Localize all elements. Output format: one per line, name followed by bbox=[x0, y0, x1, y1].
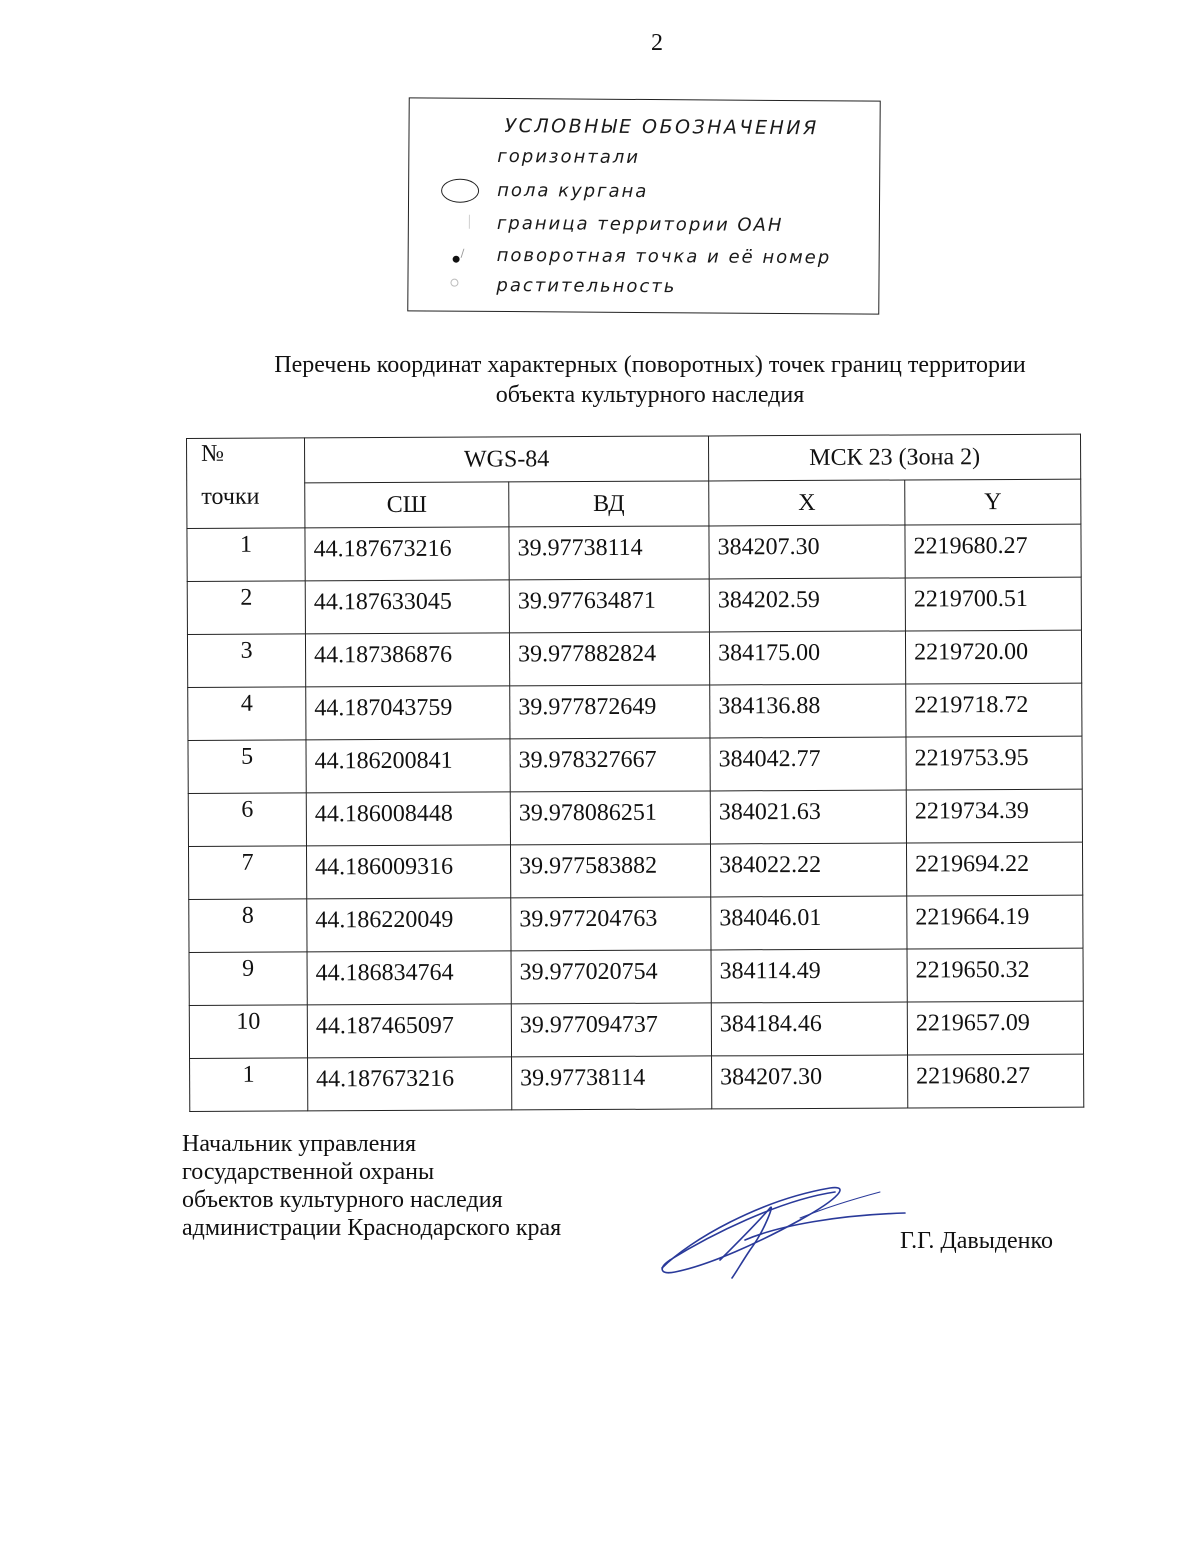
table-row bbox=[189, 948, 1083, 1005]
table-header-row-1 bbox=[187, 434, 1081, 483]
x-cell: 384136.88 bbox=[710, 684, 906, 738]
table-row bbox=[188, 789, 1082, 846]
longitude-cell: 39.977872649 bbox=[510, 685, 710, 739]
header-number-sign: № bbox=[201, 440, 225, 467]
point-number: 5 bbox=[188, 740, 306, 794]
longitude-cell: 39.977583882 bbox=[510, 844, 710, 898]
latitude-cell: 44.186008448 bbox=[306, 792, 510, 846]
legend-item-turning-point: поворотная точка и её номер bbox=[496, 244, 832, 269]
coordinates-table bbox=[186, 434, 1084, 1112]
table-header-row-2 bbox=[187, 479, 1081, 528]
point-number: 6 bbox=[188, 793, 306, 847]
header-x: X bbox=[709, 480, 905, 526]
oval-icon bbox=[441, 179, 479, 203]
point-number: 10 bbox=[189, 1005, 307, 1059]
x-cell: 384184.46 bbox=[711, 1002, 907, 1056]
legend-title: УСЛОВНЫЕ ОБОЗНАЧЕНИЯ bbox=[504, 115, 819, 140]
y-cell: 2219680.27 bbox=[908, 1054, 1084, 1108]
longitude-cell: 39.977094737 bbox=[511, 1003, 711, 1057]
y-cell: 2219694.22 bbox=[907, 842, 1083, 896]
table-row bbox=[190, 1054, 1084, 1111]
header-msk23: МСК 23 (Зона 2) bbox=[709, 434, 1081, 481]
longitude-cell: 39.978327667 bbox=[510, 738, 710, 792]
point-number: 1 bbox=[187, 528, 305, 582]
x-cell: 384042.77 bbox=[710, 737, 906, 791]
y-cell: 2219650.32 bbox=[907, 948, 1083, 1002]
point-number: 4 bbox=[188, 687, 306, 741]
x-cell: 384207.30 bbox=[712, 1055, 908, 1109]
x-cell: 384175.00 bbox=[709, 631, 905, 685]
latitude-cell: 44.187386876 bbox=[305, 633, 509, 687]
header-wgs84: WGS-84 bbox=[305, 436, 709, 483]
filled-dot-icon bbox=[453, 256, 460, 263]
latitude-cell: 44.186220049 bbox=[307, 898, 511, 952]
y-cell: 2219700.51 bbox=[905, 577, 1081, 631]
point-number: 9 bbox=[189, 952, 307, 1006]
latitude-cell: 44.186834764 bbox=[307, 951, 511, 1005]
header-point-label: точки bbox=[201, 483, 260, 510]
x-cell: 384046.01 bbox=[711, 896, 907, 950]
handwritten-signature-icon bbox=[650, 1170, 910, 1290]
page-number: 2 bbox=[651, 30, 663, 56]
vegetation-circle-icon bbox=[450, 279, 458, 287]
table-row bbox=[187, 630, 1081, 687]
longitude-cell: 39.977634871 bbox=[509, 579, 709, 633]
latitude-cell: 44.187043759 bbox=[306, 686, 510, 740]
longitude-cell: 39.978086251 bbox=[510, 791, 710, 845]
x-cell: 384021.63 bbox=[710, 790, 906, 844]
latitude-cell: 44.187633045 bbox=[305, 580, 509, 634]
y-cell: 2219720.00 bbox=[905, 630, 1081, 684]
legend-item-boundary: граница территории ОАН bbox=[496, 212, 784, 236]
table-row bbox=[187, 524, 1081, 581]
header-y: Y bbox=[905, 479, 1081, 525]
y-cell: 2219680.27 bbox=[905, 524, 1081, 578]
y-cell: 2219718.72 bbox=[906, 683, 1082, 737]
latitude-cell: 44.187465097 bbox=[307, 1004, 511, 1058]
latitude-cell: 44.187673216 bbox=[308, 1057, 512, 1111]
signer-position bbox=[182, 1130, 561, 1242]
header-longitude: ВД bbox=[509, 481, 709, 527]
point-number: 8 bbox=[189, 899, 307, 953]
longitude-cell: 39.977204763 bbox=[511, 897, 711, 951]
signer-line-2: государственной охраны bbox=[182, 1159, 435, 1185]
x-cell: 384202.59 bbox=[709, 578, 905, 632]
table-row bbox=[189, 1001, 1083, 1058]
y-cell: 2219664.19 bbox=[907, 895, 1083, 949]
y-cell: 2219734.39 bbox=[906, 789, 1082, 843]
longitude-cell: 39.977020754 bbox=[511, 950, 711, 1004]
title-line-2: объекта культурного наследия bbox=[495, 382, 805, 408]
legend-item-mound-base: пола кургана bbox=[497, 179, 649, 203]
point-number: 1 bbox=[190, 1058, 308, 1112]
table-row bbox=[188, 736, 1082, 793]
table-row bbox=[188, 683, 1082, 740]
header-latitude: СШ bbox=[305, 482, 509, 528]
y-cell: 2219753.95 bbox=[906, 736, 1082, 790]
point-number-icon: / bbox=[460, 246, 467, 260]
legend-box bbox=[407, 97, 880, 314]
legend-item-vegetation: растительность bbox=[496, 274, 677, 298]
signer-name: Г.Г. Давыденко bbox=[900, 1228, 1053, 1254]
document-title bbox=[150, 350, 1150, 410]
signer-line-1: Начальник управления bbox=[182, 1131, 417, 1157]
latitude-cell: 44.186200841 bbox=[306, 739, 510, 793]
table-row bbox=[187, 577, 1081, 634]
latitude-cell: 44.186009316 bbox=[306, 845, 510, 899]
signer-line-3: объектов культурного наследия bbox=[182, 1187, 503, 1213]
point-number: 7 bbox=[188, 846, 306, 900]
latitude-cell: 44.187673216 bbox=[305, 527, 509, 581]
point-number: 2 bbox=[187, 581, 305, 635]
y-cell: 2219657.09 bbox=[907, 1001, 1083, 1055]
x-cell: 384207.30 bbox=[709, 525, 905, 579]
legend-item-contours: горизонтали bbox=[497, 145, 641, 168]
x-cell: 384022.22 bbox=[711, 843, 907, 897]
table-row bbox=[189, 895, 1083, 952]
point-number: 3 bbox=[187, 634, 305, 688]
longitude-cell: 39.977882824 bbox=[509, 632, 709, 686]
table-row bbox=[188, 842, 1082, 899]
longitude-cell: 39.97738114 bbox=[509, 526, 709, 580]
title-line-1: Перечень координат характерных (поворотных) точек границ территории bbox=[274, 352, 1026, 378]
header-point-number bbox=[187, 438, 305, 529]
signer-line-4: администрации Краснодарского края bbox=[182, 1215, 562, 1241]
longitude-cell: 39.97738114 bbox=[512, 1056, 712, 1110]
boundary-line-icon bbox=[469, 215, 470, 229]
x-cell: 384114.49 bbox=[711, 949, 907, 1003]
